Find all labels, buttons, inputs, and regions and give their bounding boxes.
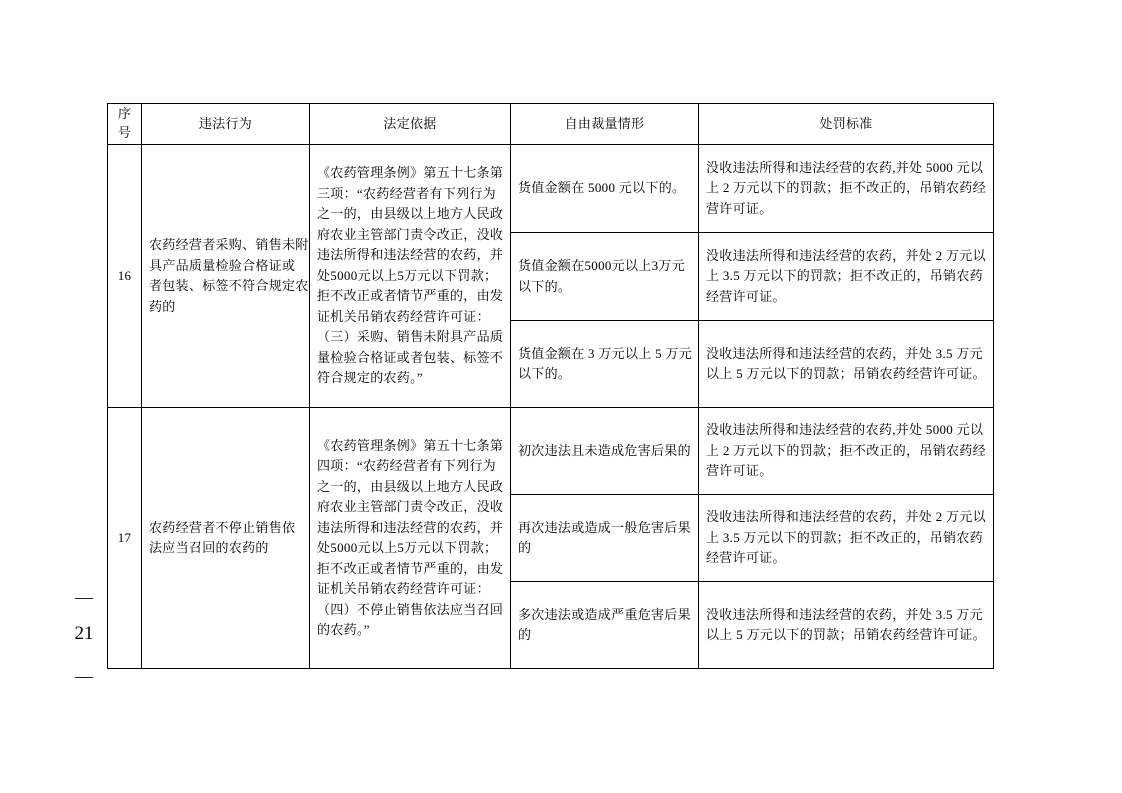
header-violation: 违法行为 (142, 104, 310, 145)
page-number-dash-top: — (75, 587, 93, 607)
row-16-legal-basis-cell (310, 145, 511, 408)
row-16-situation-3-cell (511, 321, 699, 408)
row-16-penalty-1-cell (699, 145, 994, 233)
row-17-situation-3-text: 多次违法或造成严重危害后果 的 (518, 606, 691, 642)
row-16-violation-text: 农药经营者采购、销售未附 具产品质量检验合格证或 者包装、标签不符合规定农 药的 (149, 237, 309, 314)
row-16-situation-3-text: 货值金额在 3 万元以上 5 万元 以下的。 (518, 345, 693, 381)
header-row (108, 104, 994, 145)
row-16-penalty-3-cell (699, 321, 994, 408)
row-17-penalty-3-cell (699, 582, 994, 669)
row-16-serial-number: 16 (108, 145, 142, 408)
row-17-serial-number: 17 (108, 408, 142, 669)
row-17-legal-basis-text: 《农药管理条例》第五十七条第 四项：“农药经营者有下列行为 之一的，由县级以上地方人民政 府农业主管部门责令改正，没收 违法所得和违法经营的农药，并 处5000元以上5万元以下罚款； 拒不改正或者情节严重的，由发 证机关吊销农药经营许可证： （四）不停止销售依法应当召回 的农药。” (317, 437, 504, 637)
row-16-situation-2-cell (511, 233, 699, 321)
row-17-situation-2-cell (511, 495, 699, 582)
row-16-situation-1-text: 货值金额在 5000 元以下的。 (518, 180, 686, 196)
header-penalty-standard: 处罚标准 (699, 104, 994, 145)
row-16-situation-2-text: 货值金额在5000元以上3万元 以下的。 (518, 258, 685, 294)
page-number: 21 (74, 623, 94, 644)
row-17-penalty-2-cell (699, 495, 994, 582)
table-row-17-tier-1 (108, 408, 994, 495)
penalty-standards-table (107, 103, 994, 669)
row-17-penalty-1-text: 没收违法所得和违法经营的农药,并处 5000 元以 上 2 万元以下的罚款；拒不改正的，吊销农药经 营许可证。 (706, 422, 986, 479)
row-17-situation-1-text: 初次违法且未造成危害后果的 (518, 442, 691, 458)
row-16-situation-1-cell (511, 145, 699, 233)
row-16-legal-basis-text: 《农药管理条例》第五十七条第 三项：“农药经营者有下列行为 之一的，由县级以上地方人民政 府农业主管部门责令改正，没收 违法所得和违法经营的农药，并 处5000元以上5万元以下罚款； 拒不改正或者情节严重的，由发 证机关吊销农药经营许可证： （三）采购、销售未附具产品质 量检验合格证或者包装、标签不 符合规定的农药。” (317, 165, 504, 386)
row-17-violation-text: 农药经营者不停止销售依 法应当召回的农药的 (149, 519, 296, 555)
row-17-penalty-1-cell (699, 408, 994, 495)
row-17-penalty-3-text: 没收违法所得和违法经营的农药，并处 3.5 万元 以上 5 万元以下的罚款；吊销农药经营许可证。 (706, 606, 986, 642)
row-16-penalty-2-cell (699, 233, 994, 321)
row-17-legal-basis-cell (310, 408, 511, 669)
row-16-penalty-1-text: 没收违法所得和违法经营的农药,并处 5000 元以 上 2 万元以下的罚款；拒不改正的，吊销农药经 营许可证。 (706, 159, 986, 216)
header-discretion-situation: 自由裁量情形 (511, 104, 699, 145)
row-17-situation-3-cell (511, 582, 699, 669)
row-17-violation-cell (142, 408, 310, 669)
header-legal-basis: 法定依据 (310, 104, 511, 145)
row-17-situation-2-text: 再次违法或造成一般危害后果 的 (518, 519, 691, 555)
page-number-dash-bottom: — (75, 666, 93, 686)
header-serial-number-label: 序号 (117, 106, 132, 141)
row-16-penalty-3-text: 没收违法所得和违法经营的农药，并处 3.5 万元 以上 5 万元以下的罚款；吊销农药经营许可证。 (706, 345, 986, 381)
row-17-situation-1-cell (511, 408, 699, 495)
table-row-16-tier-1 (108, 145, 994, 233)
header-serial-number (108, 104, 142, 145)
row-17-penalty-2-text: 没收违法所得和违法经营的农药，并处 2 万元以 上 3.5 万元以下的罚款；拒不改正的，吊销农药 经营许可证。 (706, 509, 986, 566)
row-16-penalty-2-text: 没收违法所得和违法经营的农药，并处 2 万元以 上 3.5 万元以下的罚款；拒不改正的，吊销农药 经营许可证。 (706, 247, 986, 304)
row-16-violation-cell (142, 145, 310, 408)
